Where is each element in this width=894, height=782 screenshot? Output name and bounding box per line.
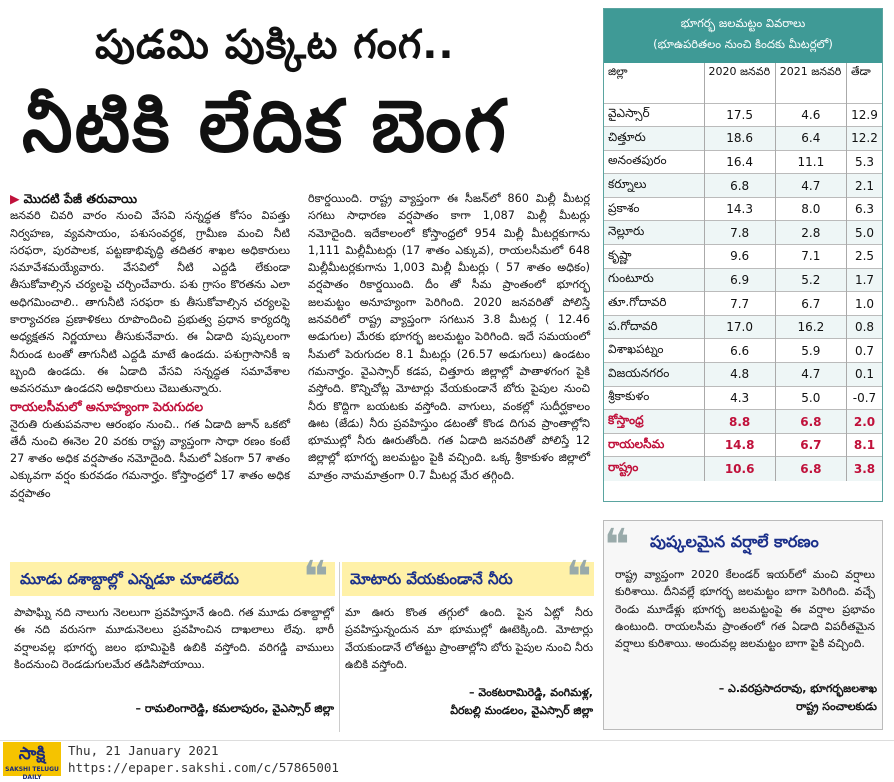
value-cell: 6.8	[775, 457, 846, 481]
table-row	[604, 245, 882, 269]
district-cell: శ్రీకాకుళం	[604, 386, 704, 410]
box1-title: మూడు దశాబ్దాల్లో ఎన్నడూ చూడలేదు	[20, 570, 239, 588]
value-cell: 4.7	[775, 174, 846, 198]
table-row	[604, 339, 882, 363]
table-row	[604, 292, 882, 316]
value-cell: 7.1	[775, 245, 846, 269]
table-row	[604, 127, 882, 151]
value-cell: -0.7	[846, 386, 882, 410]
value-cell: 16.4	[704, 150, 775, 174]
story-subhead: రాయలసీమలో అనూహ్యంగా పెరుగుదల	[10, 398, 204, 414]
value-cell: 2.0	[846, 410, 882, 434]
value-cell: 11.1	[775, 150, 846, 174]
story-paragraph-1: జనవరి చివరి వారం నుంచి వేసవి సన్నద్ధత కోసం విపత్తు నిర్వహణ, వ్యవసాయం, పశుసంవర్ధక, గ్రామీణ మంచి నీటి సరఫరా, పురపాలక, పట్టణాభివృద్ధి తదితర శాఖల అధికారులు సమావేశమయ్యేవారు. వేసవిలో నీటి ఎద్దడి లేకుండా తీసుకోవాల్సిన చర్యలపై చర్చించేవారు. పశు గ్రాసం కొరతను ఎలా అధిగమించాలి.. తాగునీటి సరఫరా కు తీసుకోవాల్సిన చర్యలపై కార్యాచరణ ప్రణాళికలు రూపొందించి ప్రభుత్వ ప్రధాన కార్యదర్శి అధ్యక్షతన నిర్ణయాలు తీసుకునేవారు. ఈ ఏడాది పుష్కలంగా నీరుండ టంతో తాగునీటి ఎద్దడి మాటే ఉండదు. పశుగ్రాసానికీ ఇ బ్బంది ఉండదు. ఈ ఏడాది వేసవి సన్నద్ధత సమావేశాల అవసరమూ ఉండదని అధికారులు చెబుతున్నారు.	[10, 209, 290, 396]
box-reason-title: పుష్కలమైన వర్షాలే కారణం	[650, 532, 819, 551]
value-cell: 17.0	[704, 315, 775, 339]
story-paragraph-3: రికార్డయింది. రాష్ట్ర వ్యాప్తంగా ఈ సీజన్‌లో 860 మిల్లీ మీటర్ల సగటు సాధారణ వర్షపాతం కాగా 1,087 మిల్లీ మీటర్లు నమోదైంది. ఇదేకాలంలో కోస్తాంధ్రలో 954 మిల్లీ మీటర్లకుగాను 1,111 మిల్లీమీటర్లు (17 శాతం ఎక్కువ), రాయలసీమలో 648 మిల్లీమీటర్లకుగాను 1,003 మిల్లీ మీటర్లు ( 57 శాతం అధికం) వర్షపాతం రికార్డయింది. దీం తో సీమ ప్రాంతంలో భూగర్భ జలమట్టం అనూహ్యంగా పెరిగింది. 2020 జనవరితో పోలిస్తే జనవరిలో రాష్ట్ర వ్యాప్తంగా సగటున 3.8 మీటర్ల ( 12.46 అడుగుల) మేరకు భూగర్భ జలమట్టం పెరిగింది. ఇదే సమయంలో సీమలో పెరుగుదల 8.1 మీటర్లు (26.57 అడుగులు) ఉండటం గమనార్హం. వైఎస్సార్ కడప, చిత్తూరు జిల్లాల్లో పాతాళగంగ పైకి వస్తోంది. కొన్నిచోట్ల మోటార్లు వేయకుండానే బోరు పైపుల నుంచి నీరు కొద్దిగా బయటకు వస్తోంది. వాగులు, వంకల్లో సుదీర్ఘకాలం ఊట (జేడు) నీరు ప్రవహిస్తుం డటంతో కొండ దిగువ ప్రాంతాల్లోని భూముల్లో నీరు ఊరుతోంది. గత ఏడాది జనవరితో పోలిస్తే 12 జిల్లాల్లో భూగర్భ జలమట్టం పైకి వచ్చింది. ఒక్క శ్రీకాకుళం జిల్లాలో మాత్రం నామమాత్రంగా 0.7 మీటర్ల మేర తగ్గింది.	[308, 192, 590, 482]
box2-sign-2: వీరబల్లి మండలం, వైఎస్సార్ జిల్లా	[450, 704, 593, 717]
value-cell: 6.8	[775, 410, 846, 434]
box2-sign-1: – వెంకటరామిరెడ్డి, వంగిమళ్ల,	[469, 686, 593, 699]
table-row	[604, 197, 882, 221]
table-row	[604, 315, 882, 339]
district-cell: కర్నూలు	[604, 174, 704, 198]
table-row	[604, 174, 882, 198]
box1-sign: – రామలింగారెడ్డి, కమలాపురం, వైఎస్సార్ జిల్లా	[135, 702, 334, 715]
value-cell: 6.7	[775, 292, 846, 316]
value-cell: 0.8	[846, 315, 882, 339]
value-cell: 8.8	[704, 410, 775, 434]
col-district: జిల్లా	[604, 63, 704, 103]
value-cell: 4.8	[704, 363, 775, 387]
value-cell: 4.6	[775, 103, 846, 127]
value-cell: 12.9	[846, 103, 882, 127]
sakshi-logo: సాక్షి SAKSHI TELUGU DAILY	[3, 742, 61, 776]
value-cell: 5.9	[775, 339, 846, 363]
value-cell: 8.1	[846, 433, 882, 457]
box-reason-sign-1: – ఎ.వరప్రసాదరావు, భూగర్భజలశాఖ	[718, 682, 877, 695]
box1-text: పాపాఘ్ని నది నాలుగు నెలలుగా ప్రవహిస్తూనే ఉంది. గత మూడు దశాబ్దాల్లో ఈ నది వరుసగా మూడునెలలు ప్రవహించిన దాఖలాలు లేవు. భారీ వర్షాలవల్ల భూగర్భ జలం భూమిపైకి ఉబికి వస్తోంది. వరిగడ్డి వాములు కిందనుంచి రెండడుగులమేర తడిసిపోయాయి.	[14, 606, 334, 671]
footer-url[interactable]: https://epaper.sakshi.com/c/57865001	[68, 760, 339, 775]
value-cell: 7.7	[704, 292, 775, 316]
value-cell: 17.5	[704, 103, 775, 127]
value-cell: 8.0	[775, 197, 846, 221]
value-cell: 2.8	[775, 221, 846, 245]
table-header: భూగర్భ జలమట్టం వివరాలు (భూఉపరితలం నుంచి కిందకు మీటర్లలో)	[604, 9, 882, 63]
quote-icon: ❝	[303, 552, 329, 603]
value-cell: 2.5	[846, 245, 882, 269]
value-cell: 1.0	[846, 292, 882, 316]
box2-title: మోటారు వేయకుండానే నీరు	[350, 570, 513, 588]
district-cell: నెల్లూరు	[604, 221, 704, 245]
value-cell: 16.2	[775, 315, 846, 339]
col-diff: తేడా	[850, 65, 871, 78]
value-cell: 5.2	[775, 268, 846, 292]
headline-line2: నీటికి లేదిక బెంగ	[22, 84, 508, 168]
value-cell: 14.3	[704, 197, 775, 221]
headline-line1: పుడమి పుక్కిట గంగ..	[95, 22, 455, 68]
table-row	[604, 457, 882, 481]
district-cell: అనంతపురం	[604, 150, 704, 174]
table-row	[604, 221, 882, 245]
district-cell: కృష్ణా	[604, 245, 704, 269]
district-cell: ప్రకాశం	[604, 197, 704, 221]
box2-text: మా ఊరు కొంత తగ్గులో ఉంది. పైన ఏట్లో నీరు ప్రవహిస్తున్నందున మా భూముల్లో ఊటెక్కింది. మోటార్లు వేయకుండానే లోతట్టు ప్రాంతాల్లోని బోరు పైపుల నుంచి నీరు ఉబికి వస్తోంది.	[345, 606, 593, 671]
value-cell: 5.3	[846, 150, 882, 174]
col-2021: 2021 జనవరి	[775, 63, 846, 103]
district-cell: విజయనగరం	[604, 363, 704, 387]
district-cell: విశాఖపట్నం	[604, 339, 704, 363]
table-row	[604, 103, 882, 127]
box-reason-text: రాష్ట్ర వ్యాప్తంగా 2020 కేలండర్ ఇయర్‌లో మంచి వర్షాలు కురిశాయి. దీనివల్లే భూగర్భ జలమట్టం బాగా పెరిగింది. వచ్చే రెండు మూడేళ్లు భూగర్భ జలమట్టంపై ఈ వర్షాల ప్రభావం ఉంటుంది. రాయలసీమ ప్రాంతంలో గత ఏడాది విపరీతమైన వర్షాలు కురిశాయి. అందువల్ల జలమట్టం బాగా పైకి వచ్చింది.	[615, 568, 875, 651]
table-row	[604, 268, 882, 292]
value-cell: 6.9	[704, 268, 775, 292]
value-cell: 0.1	[846, 363, 882, 387]
value-cell: 6.8	[704, 174, 775, 198]
table-row	[604, 363, 882, 387]
table-row	[604, 150, 882, 174]
district-cell: రాయలసీమ	[604, 433, 704, 457]
value-cell: 2.1	[846, 174, 882, 198]
value-cell: 10.6	[704, 457, 775, 481]
value-cell: 18.6	[704, 127, 775, 151]
district-cell: తూ.గోదావరి	[604, 292, 704, 316]
footer-date: Thu, 21 January 2021	[68, 743, 219, 758]
value-cell: 12.2	[846, 127, 882, 151]
district-cell: ప.గోదావరి	[604, 315, 704, 339]
box-reason-sign-2: రాష్ట్ర సంచాలకుడు	[796, 700, 877, 713]
table-row	[604, 386, 882, 410]
value-cell: 14.8	[704, 433, 775, 457]
quote-icon: ❝	[566, 552, 592, 603]
district-cell: కోస్తాంధ్ర	[604, 410, 704, 434]
table-row	[604, 410, 882, 434]
value-cell: 5.0	[775, 386, 846, 410]
box-divider	[339, 562, 340, 732]
continued-label: ▶ మొదటి పేజీ తరువాయి	[10, 191, 138, 206]
value-cell: 0.7	[846, 339, 882, 363]
district-cell: గుంటూరు	[604, 268, 704, 292]
district-cell: వైఎస్సార్	[604, 103, 704, 127]
groundwater-table	[603, 8, 883, 502]
story-paragraph-2: నైరుతి రుతుపవనాల ఆరంభం నుంచి.. గత ఏడాది జూన్ ఒకటో తేదీ నుంచి ఈనెల 20 వరకు రాష్ట్ర వ్యాప్తంగా సాధా రణం కంటే 27 శాతం అధిక వర్షపాతం నమోదైంది. సీమలో ఏకంగా 57 శాతం ఎక్కువగా వర్షం కురవడం గమనార్హం. కోస్తాంధ్రలో 17 శాతం అధిక వర్షపాతం	[10, 417, 290, 500]
col-2020: 2020 జనవరి	[704, 63, 775, 103]
value-cell: 6.3	[846, 197, 882, 221]
value-cell: 5.0	[846, 221, 882, 245]
district-cell: రాష్ట్రం	[604, 457, 704, 481]
story-column-1	[10, 190, 290, 502]
value-cell: 6.7	[775, 433, 846, 457]
story-column-2	[308, 190, 590, 484]
district-cell: చిత్తూరు	[604, 127, 704, 151]
value-cell: 7.8	[704, 221, 775, 245]
table-row	[604, 433, 882, 457]
data-table	[604, 63, 882, 481]
value-cell: 3.8	[846, 457, 882, 481]
quote-icon: ❝	[604, 520, 630, 571]
value-cell: 6.6	[704, 339, 775, 363]
value-cell: 4.3	[704, 386, 775, 410]
value-cell: 4.7	[775, 363, 846, 387]
value-cell: 1.7	[846, 268, 882, 292]
value-cell: 9.6	[704, 245, 775, 269]
value-cell: 6.4	[775, 127, 846, 151]
